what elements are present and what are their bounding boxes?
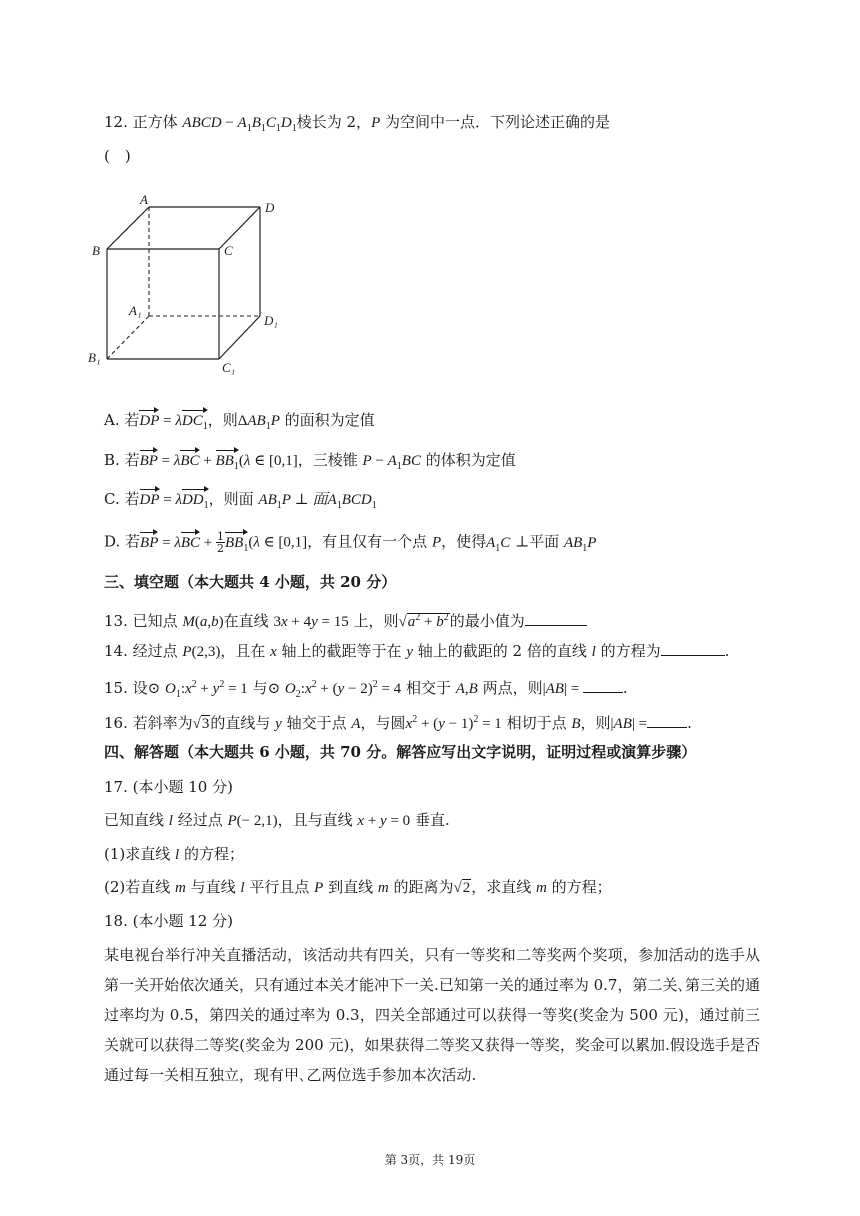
q17-part2: (2)若直线 m 与直线 l 平行且点 P 到直线 m 的距离为√2，求直线 m 的方程；: [104, 878, 612, 896]
q17-header: 17. (本小题 10 分): [104, 778, 233, 796]
q12-option-c: C. 若DP = λDD$_1$，则面 $AB_1P$ ⊥ 面$A_1BCD_1$: [104, 489, 377, 516]
section-4-title: 四、解答题（本大题共 6 小题，共 70 分。解答应写出文字说明，证明过程或演算步骤）: [104, 743, 697, 761]
q17-part1: (1)求直线 l 的方程；: [104, 845, 244, 863]
section-3-title: 三、填空题（本大题共 4 小题，共 20 分）: [104, 573, 397, 591]
edge-BA: [107, 207, 149, 249]
label-A: A: [140, 192, 148, 207]
q16: 16. 若斜率为√3的直线与 y 轴交于点 A，与圆$x^2 + (y - 1)^2 = 1$ 相切于点 B，则|AB| = .: [104, 714, 692, 732]
edge-A1B1: [107, 316, 149, 359]
label-C: C: [224, 243, 233, 258]
cube-figure: [84, 192, 284, 382]
q12-option-d: D. 若BP = λBC + $\frac{1}{2}$ $BB_1(\lambda$ ∈ [0,1]，有且仅有一个点 P，使得$A_1C$ ⊥平面 $AB_1P$: [104, 531, 596, 559]
q15: 15. 设⊙ $O_1:x^2 + y^2 = 1$ 与⊙ $O_2:x^2 + (y - 2)^2 = 4$ 相交于 A,B 两点，则|AB| = .: [104, 679, 628, 700]
q18-header: 18. (本小题 12 分): [104, 912, 233, 930]
q12-answer-paren: ( ): [104, 147, 131, 165]
page-footer: 第 3页，共 19页: [384, 1153, 476, 1167]
label-B1: B₁: [88, 350, 101, 365]
q17-stem: 已知直线 l 经过点 P(− 2,1)，且与直线 x + y = 0 垂直.: [104, 811, 450, 829]
label-C1: C₁: [222, 360, 236, 375]
label-B: B: [92, 243, 100, 258]
label-A1: A₁: [129, 303, 142, 318]
q14: 14. 经过点 P(2,3)，且在 x 轴上的截距等于在 y 轴上的截距的 2 倍的直线 l 的方程为 .: [104, 642, 730, 660]
cube-name: ABCD − $A_1B_1C_1D_1$: [182, 115, 297, 134]
q18-body: 某电视台举行冲关直播活动，该活动共有四关，只有一等奖和二等奖两个奖项，参加活动的选手从第一关开始依次通关，只有通过本关才能冲下一关.已知第一关的通过率为 0.7，第二关､第三关的通过率均为 0.5，第四关的通过率为 0.3，四关全部通过可以获得一等奖(奖金为 500 元)，通过前三关就可以获得二等奖(奖金为 200 元)，如果获得二等奖又获得一等奖，奖金可以累加.假设选手是否通过每一关相互独立，现有甲､乙两位选手参加本次活动.: [104, 946, 760, 1084]
label-D1: D₁: [264, 313, 278, 328]
q13: 13. 已知点 M(a,b)在直线 3x + 4y = 15 上，则$√a^2 + b^2$的最小值为: [104, 608, 587, 632]
q12-option-a: A. 若DP = λDC$_1$，则$\Delta AB_1P$ 的面积为定值: [104, 410, 375, 437]
q12-stem: 12. 正方体 ABCD − $A_1B_1C_1D_1$棱长为 2，P 为空间中一点．下列论述正确的是: [104, 113, 611, 134]
edge-D1C1: [219, 316, 260, 359]
label-D: D: [265, 200, 275, 215]
q12-option-b: B. 若BP = $\lambda BC + BB_1(\lambda$ ∈ [0,1]，三棱锥 $P - A_1BC$ 的体积为定值: [104, 450, 516, 477]
